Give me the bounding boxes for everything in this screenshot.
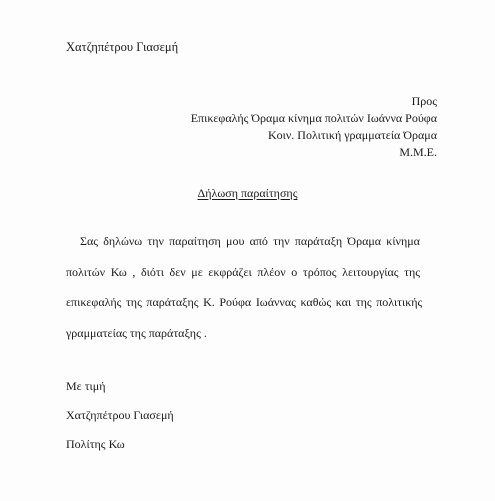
body-line: Σας δηλώνω την παραίτηση μου από την παράταξη Όραμα κίνημα [80, 234, 420, 248]
subject-text: Δήλωση παραίτησης [197, 186, 298, 200]
recipient-media: Μ.Μ.Ε. [399, 145, 437, 159]
recipient-cc: Κοιν. Πολιτική γραμματεία Όραμα [267, 128, 437, 142]
body-line: γραμματείας της παράταξης . [66, 325, 207, 340]
body-line: πολιτών Κω , διότι δεν με εκφράζει πλέον ο τρόπος λειτουργίας της [66, 264, 420, 279]
body-line: επικεφαλής της παράταξης Κ. Ρούφα Ιωάννας καθώς και της πολιτικής [66, 295, 423, 309]
recipient-leader: Επικεφαλής Όραμα κίνημα πολιτών Ιωάννα Ρούφα [190, 111, 437, 125]
recipient-to-label: Προς [411, 94, 437, 108]
closing-signature-name: Χατζηπέτρου Γιασεμή [66, 408, 174, 422]
recipient-block [191, 93, 437, 161]
closing-block [66, 372, 174, 459]
sender-name: Χατζηπέτρου Γιασεμή [66, 40, 179, 54]
letter-body [66, 226, 442, 348]
closing-salutation: Με τιμή [66, 379, 106, 393]
closing-title: Πολίτης Κω [66, 437, 125, 451]
letter-subject [0, 186, 495, 201]
